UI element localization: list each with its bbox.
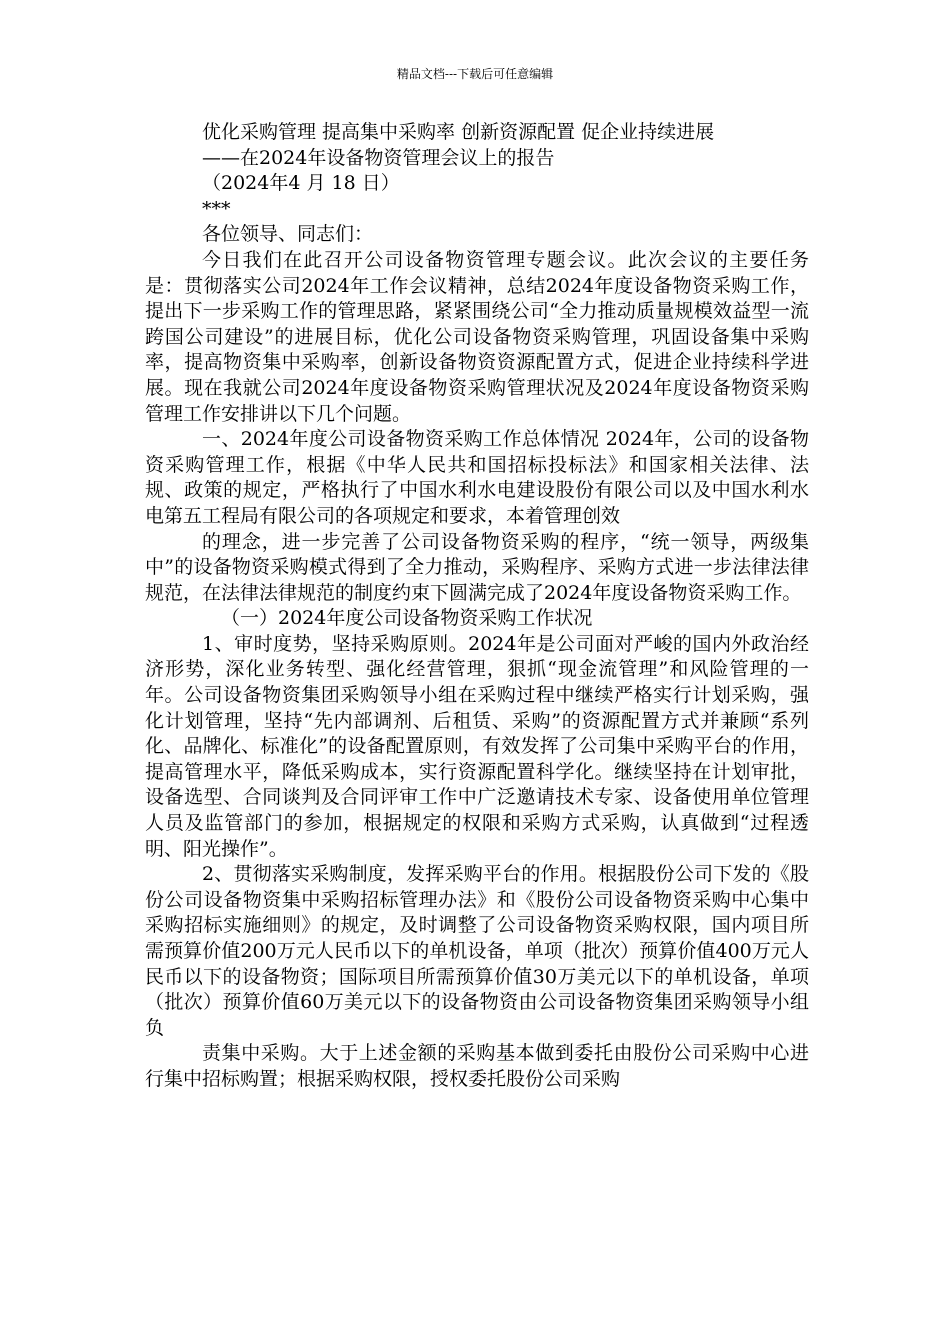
document-title: 优化采购管理 提高集中采购率 创新资源配置 促企业持续进展 xyxy=(202,121,715,143)
document-body xyxy=(145,120,809,1093)
document-subtitle: ——在2024年设备物资管理会议上的报告 xyxy=(202,146,555,169)
paragraph-item-1: 1、审时度势，坚持采购原则。2024年是公司面对严峻的国内外政治经济形势，深化业务转型、强化经营管理，狠抓“现金流管理”和风险管理的一年。公司设备物资集团采购领导小组在采购过程中继续严格实行计划采购，强化计划管理，坚持“先内部调剂、后租赁、采购”的资源配置方式并兼顾“系列化、品牌化、标准化”的设备配置原则，有效发挥了公司集中采购平台的作用，提高管理水平，降低采购成本，实行资源配置科学化。继续坚持在计划审批，设备选型、合同谈判及合同评审工作中广泛邀请技术专家、设备使用单位管理人员及监管部门的参加，根据规定的权限和采购方式采购，认真做到“过程透明、阳光操作”。 xyxy=(145,632,809,860)
paragraph-intro: 今日我们在此召开公司设备物资管理专题会议。此次会议的主要任务是：贯彻落实公司2024年工作会议精神，总结2024年度设备物资采购工作，提出下一步采购工作的管理思路，紧紧围绕公司“全力推动质量规模效益型一流跨国公司建设”的进展目标，优化公司设备物资采购管理，巩固设备集中采购率，提高物资集中采购率，创新设备物资资源配置方式，促进企业持续科学进展。现在我就公司2024年度设备物资采购管理状况及2024年度设备物资采购管理工作安排讲以下几个问题。 xyxy=(145,248,809,425)
document-date: （2024年4 月 18 日） xyxy=(202,172,400,195)
page-header: 精品文档---下载后可任意编辑 xyxy=(396,67,554,81)
paragraph-section-1: 一、2024年度公司设备物资采购工作总体情况 2024年，公司的设备物资采购管理工作，根据《中华人民共和国招标投标法》和国家相关法律、法规、政策的规定，严格执行了中国水利水电建设股份有限公司以及中国水利水电第五工程局有限公司的各项规定和要求，本着管理创效 xyxy=(145,428,809,527)
document-author: *** xyxy=(202,197,231,220)
subsection-heading: （一）2024年度公司设备物资采购工作状况 xyxy=(221,607,593,630)
paragraph-item-2-cont: 责集中采购。大于上述金额的采购基本做到委托由股份公司采购中心进行集中招标购置；根据采购权限，授权委托股份公司采购 xyxy=(145,1042,809,1090)
paragraph-item-2: 2、贯彻落实采购制度，发挥采购平台的作用。根据股份公司下发的《股份公司设备物资集中采购招标管理办法》和《股份公司设备物资采购中心集中采购招标实施细则》的规定，及时调整了公司设备物资采购权限，国内项目所需预算价值200万元人民币以下的单机设备，单项（批次）预算价值400万元人民币以下的设备物资；国际项目所需预算价值30万美元以下的单机设备，单项（批次）预算价值60万美元以下的设备物资由公司设备物资集团采购领导小组负 xyxy=(145,863,809,1039)
salutation: 各位领导、同志们： xyxy=(202,223,374,246)
paragraph-section-1-cont: 的理念，进一步完善了公司设备物资采购的程序，“统一领导，两级集中”的设备物资采购模式得到了全力推动，采购程序、采购方式进一步法律法律规范，在法律法律规范的制度约束下圆满完成了2024年度设备物资采购工作。 xyxy=(145,530,809,604)
